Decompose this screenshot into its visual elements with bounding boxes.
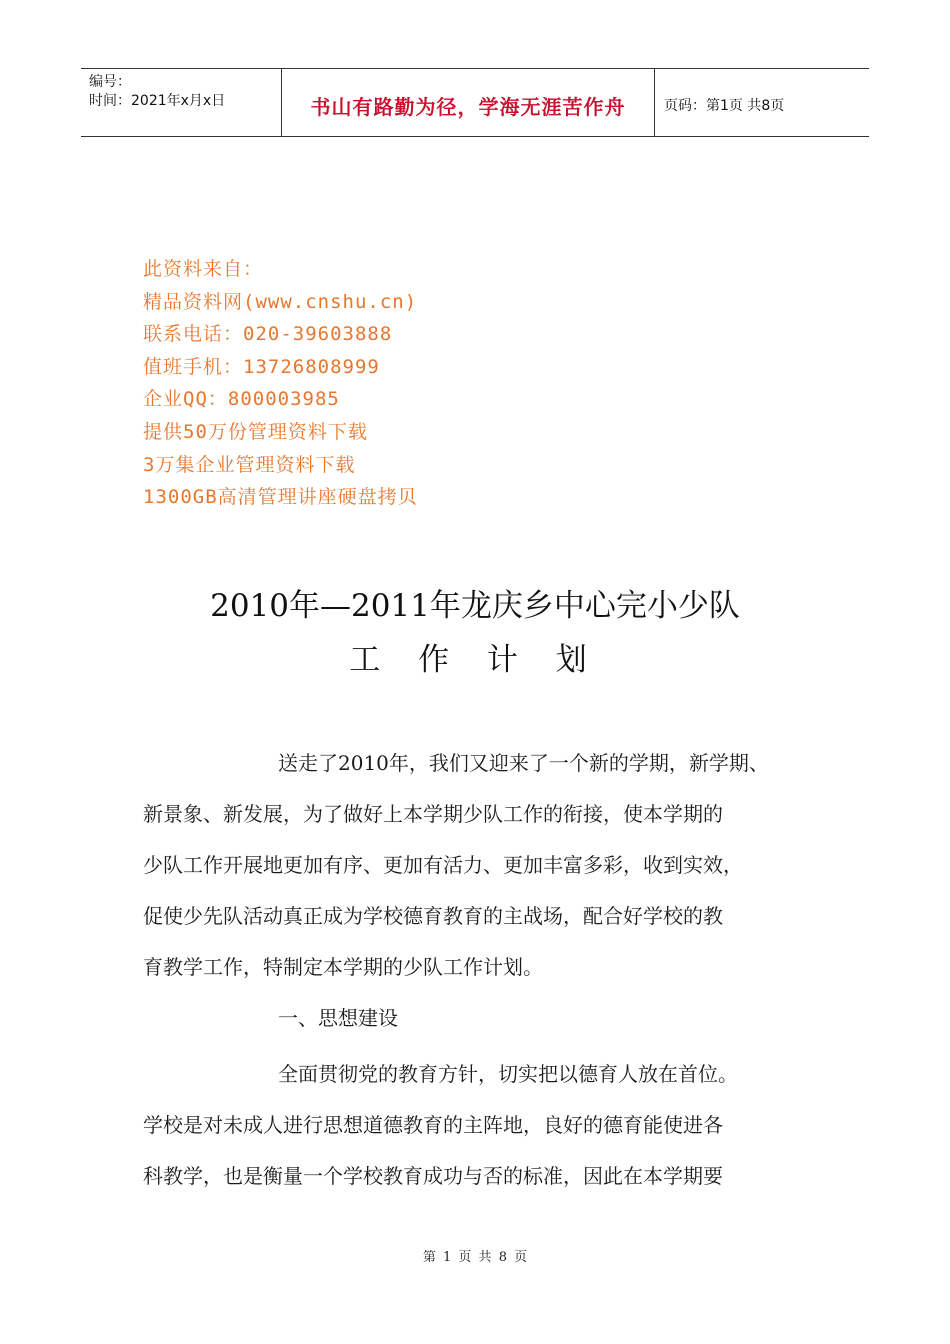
page-footer: 第 1 页 共 8 页	[422, 1250, 528, 1265]
paragraph-line: 少队工作开展地更加有序、更加有活力、更加丰富多彩，收到实效，	[143, 853, 743, 877]
header-page-info: 页码：第1页 共8页	[664, 97, 785, 114]
time-label: 时间：2021年x月x日	[89, 93, 226, 109]
header-meta	[81, 69, 281, 136]
paragraph-line: 科教学，也是衡量一个学校教育成功与否的标准，因此在本学期要	[143, 1164, 723, 1188]
source-line: 3万集企业管理资料下载	[143, 453, 356, 476]
header-motto: 书山有路勤为径，学海无涯苦作舟	[281, 69, 655, 136]
source-line: 1300GB高清管理讲座硬盘拷贝	[143, 486, 418, 509]
source-line: 此资料来自：	[143, 258, 264, 280]
source-line: 值班手机：13726808999	[143, 355, 380, 378]
paragraph-line: 送走了2010年，我们又迎来了一个新的学期，新学期、	[278, 751, 769, 775]
source-line: 精品资料网(www.cnshu.cn)	[143, 290, 418, 313]
source-info-block	[143, 253, 418, 514]
document-title-line2: 工 作 计 划	[349, 642, 601, 678]
paragraph-line: 育教学工作，特制定本学期的少队工作计划。	[143, 955, 543, 979]
section1-heading-block	[143, 993, 823, 1044]
number-label: 编号：	[89, 74, 131, 90]
intro-paragraph	[143, 738, 823, 993]
source-line: 提供50万份管理资料下载	[143, 420, 368, 443]
paragraph-line: 学校是对未成人进行思想道德教育的主阵地，良好的德育能使进各	[143, 1113, 723, 1137]
paragraph-line: 新景象、新发展，为了做好上本学期少队工作的衔接，使本学期的	[143, 802, 723, 826]
source-line: 联系电话：020-39603888	[143, 323, 393, 346]
section-heading: 一、思想建设	[278, 1006, 398, 1030]
paragraph-line: 全面贯彻党的教育方针，切实把以德育人放在首位。	[278, 1062, 738, 1086]
source-line: 企业QQ：800003985	[143, 388, 340, 411]
section1-paragraph	[143, 1049, 823, 1202]
document-title-line1: 2010年—2011年龙庆乡中心完小少队	[210, 588, 740, 624]
document-header	[81, 68, 869, 137]
paragraph-line: 促使少先队活动真正成为学校德育教育的主战场，配合好学校的教	[143, 904, 723, 928]
